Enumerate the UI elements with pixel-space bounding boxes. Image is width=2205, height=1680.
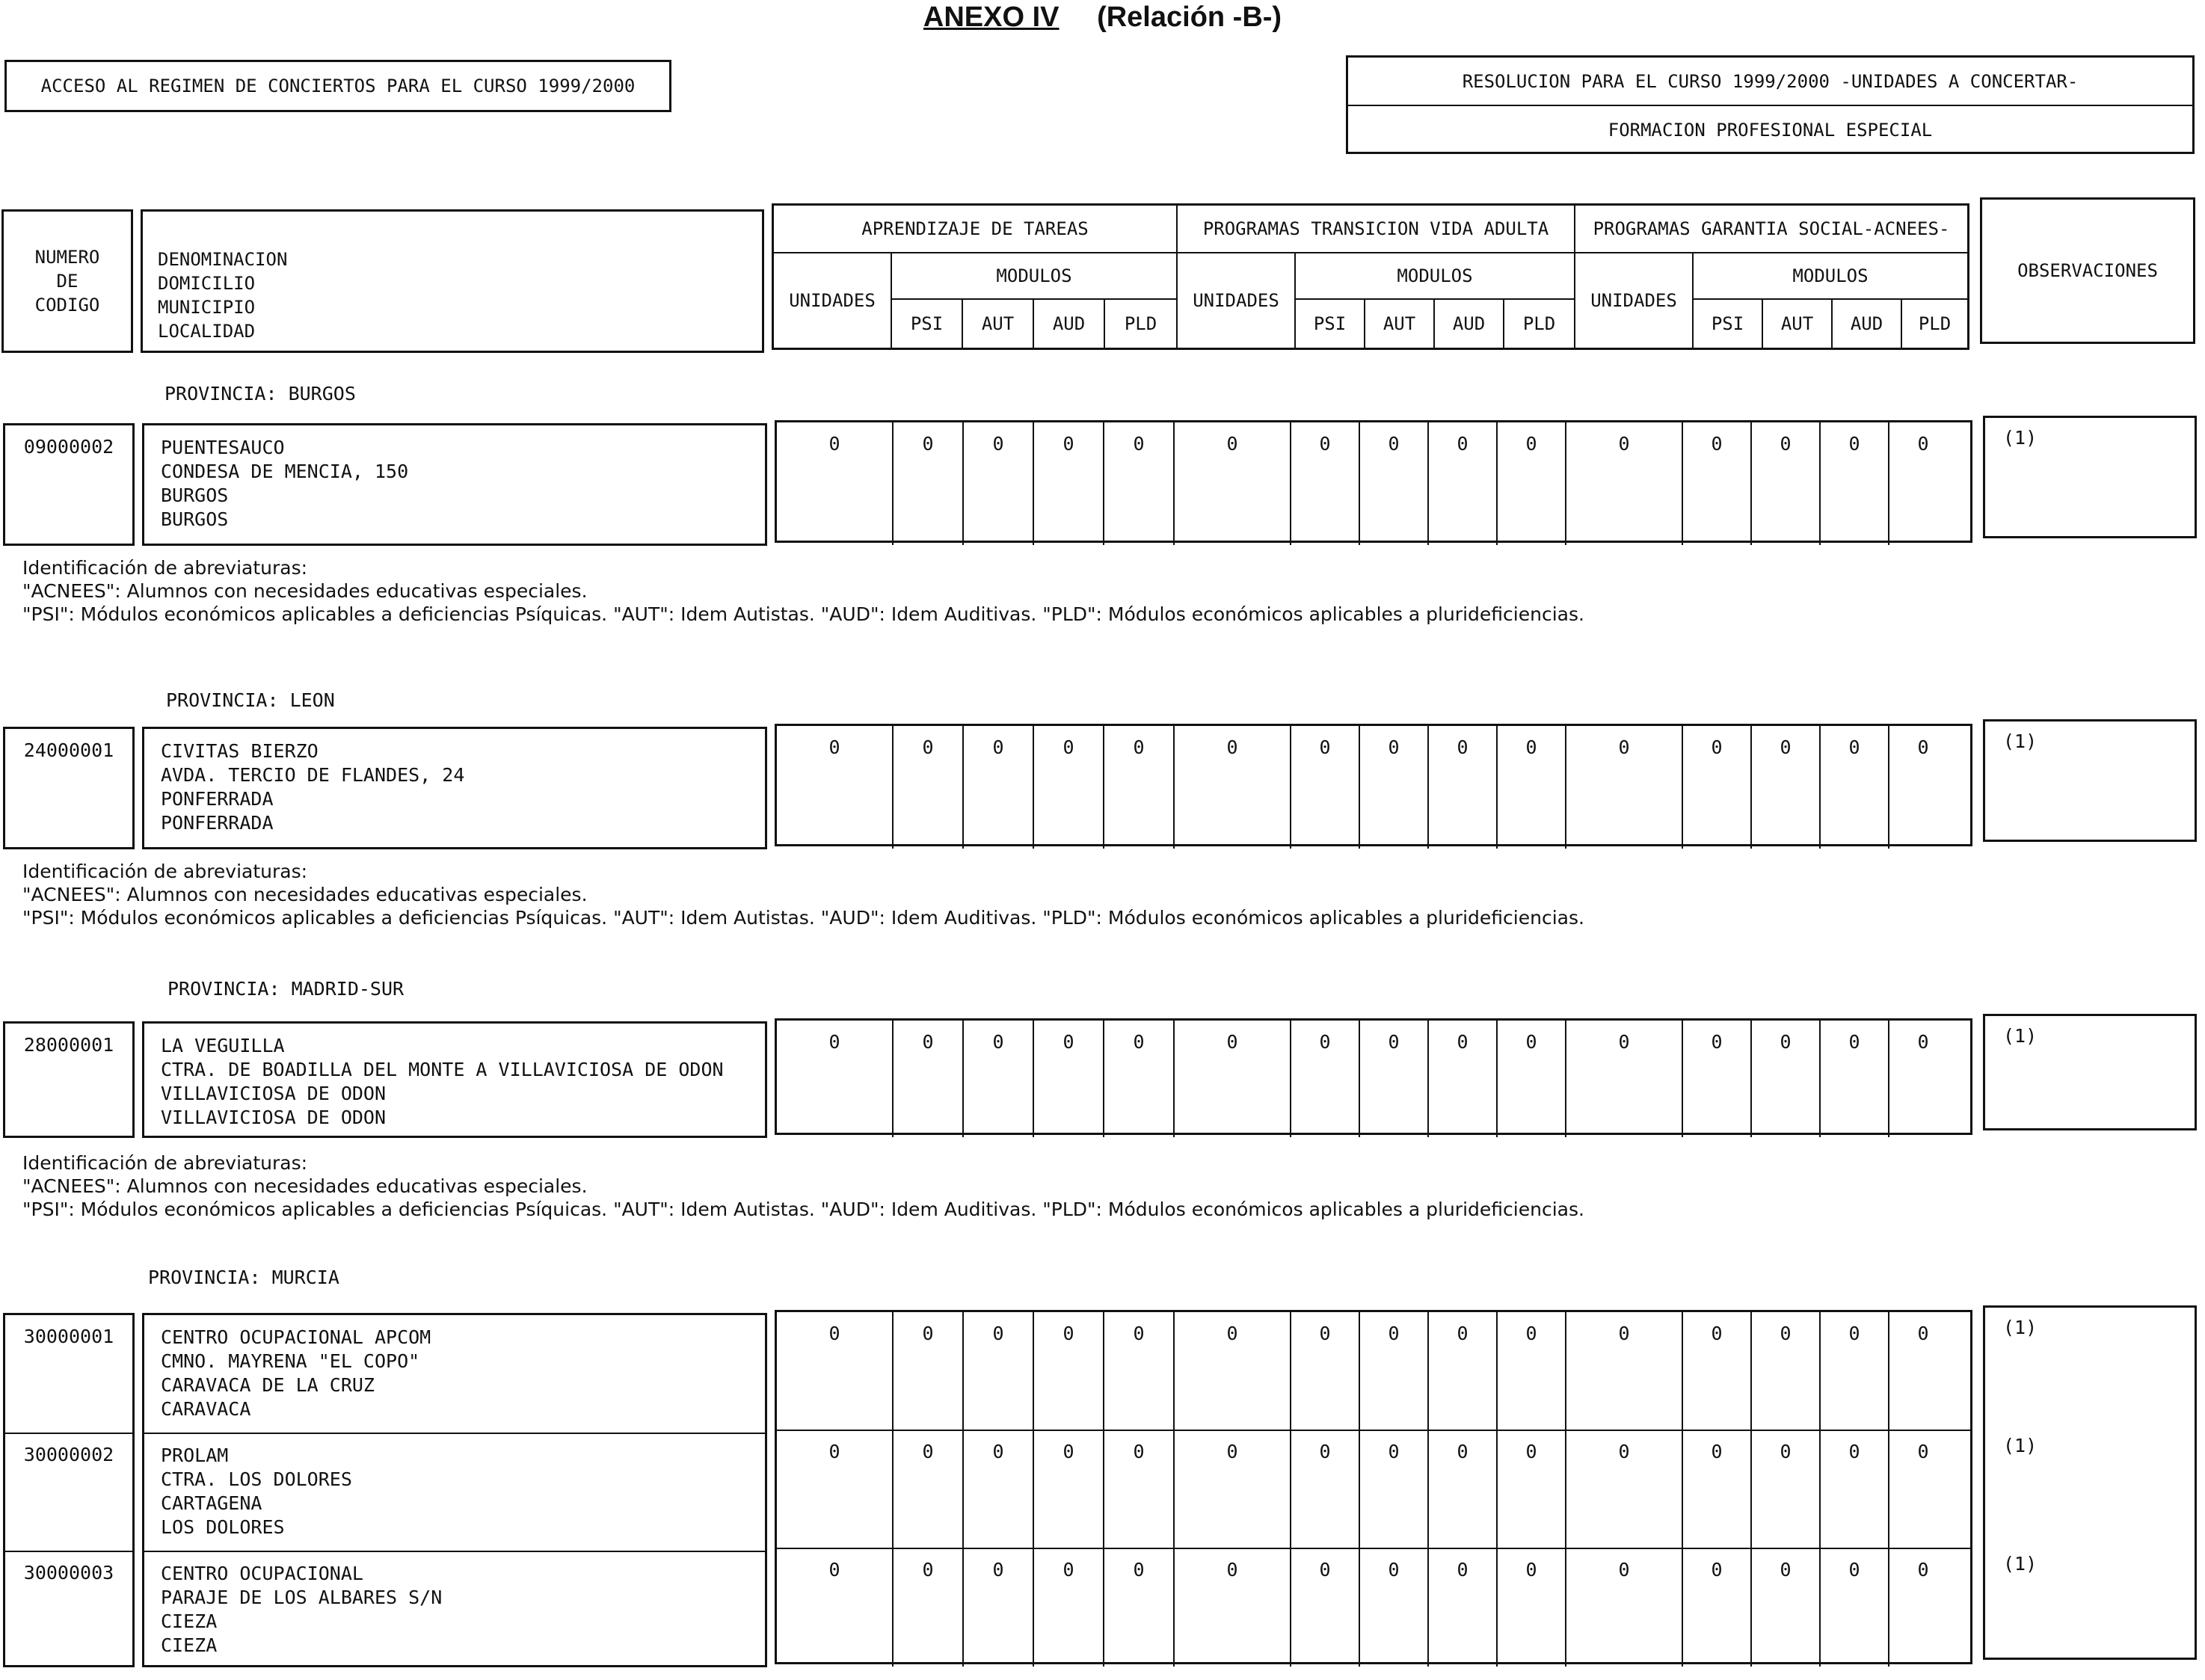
obs-box: [1983, 1305, 2197, 1660]
value-cell: 0: [1173, 1430, 1290, 1548]
group-garantia-title: PROGRAMAS GARANTIA SOCIAL-ACNEES-: [1575, 206, 1967, 253]
center-code: 24000001: [23, 739, 114, 761]
value-cell: 0: [1496, 1430, 1565, 1548]
value-cell: 0: [1427, 1430, 1496, 1548]
value-cell: 0: [1750, 422, 1819, 545]
value-cell: 0: [1173, 1548, 1290, 1667]
value-cell: 0: [1103, 1021, 1173, 1137]
value-cell: 0: [962, 1312, 1033, 1430]
observation-cell: (1): [2003, 1317, 2038, 1338]
value-cell: 0: [1682, 1430, 1750, 1548]
value-cell: 0: [1359, 1430, 1427, 1548]
value-cell: 0: [1819, 1430, 1888, 1548]
resolution-box: [1346, 55, 2195, 154]
group-garantia-pld: PLD: [1918, 313, 1952, 334]
value-cell: 0: [1565, 726, 1682, 849]
value-cell: 0: [828, 1323, 840, 1344]
value-cell: 0: [1427, 1548, 1496, 1667]
value-cell: 0: [1427, 1021, 1496, 1137]
abbreviation-line1: Identificación de abreviaturas:: [22, 861, 308, 882]
abbreviations-note: [22, 556, 1584, 626]
value-cell: 0: [1682, 1021, 1750, 1137]
value-cell: 0: [1565, 1548, 1682, 1667]
value-cell: 0: [1033, 1312, 1103, 1430]
values-row: [777, 422, 1970, 545]
header-groups: [772, 203, 1969, 350]
value-cell: 0: [1173, 1021, 1290, 1137]
row-divider: [777, 1430, 1970, 1431]
value-cell: 0: [828, 1031, 840, 1053]
value-cell: 0: [962, 1021, 1033, 1137]
observation-cell: (1): [2003, 730, 2038, 752]
center-code: 28000001: [23, 1034, 114, 1056]
value-cell: 0: [1750, 1548, 1819, 1667]
province-label: PROVINCIA: MURCIA: [148, 1267, 339, 1288]
value-cell: 0: [1173, 1312, 1290, 1430]
value-cell: 0: [1496, 1312, 1565, 1430]
group-aprendizaje-psi: PSI: [892, 300, 963, 348]
group-transicion-unidades: UNIDADES: [1178, 253, 1296, 348]
value-cell: 0: [1496, 726, 1565, 849]
value-cell: 0: [1750, 726, 1819, 849]
group-aprendizaje-aud: AUD: [1034, 300, 1105, 348]
group-transicion-psi: PSI: [1296, 300, 1365, 348]
row-divider: [5, 1433, 132, 1434]
group-transicion-modulos: MODULOS: [1296, 253, 1575, 300]
annex-subtitle: (Relación -B-): [1097, 1, 1282, 33]
value-cell: 0: [1496, 1021, 1565, 1137]
resolution-line2: FORMACION PROFESIONAL ESPECIAL: [1608, 119, 1933, 141]
values-row: [777, 1430, 1970, 1548]
value-cell: 0: [892, 1430, 962, 1548]
values-row: [777, 1548, 1970, 1667]
values-row: [777, 1021, 1970, 1137]
row-divider: [144, 1551, 765, 1552]
center-info: CENTRO OCUPACIONAL APCOM CMNO. MAYRENA "EL COPO" CARAVACA DE LA CRUZ CARAVACA: [161, 1326, 431, 1420]
value-cell: 0: [962, 1548, 1033, 1667]
center-code: 30000001: [23, 1326, 114, 1347]
value-cell: 0: [828, 736, 840, 758]
value-cell: 0: [962, 422, 1033, 545]
observation-cell: (1): [2003, 1435, 2038, 1456]
center-code: 09000002: [23, 436, 114, 458]
group-garantia-psi: PSI: [1694, 300, 1763, 348]
value-cell: 0: [892, 422, 962, 545]
center-info: CENTRO OCUPACIONAL PARAJE DE LOS ALBARES S/N CIEZA CIEZA: [161, 1563, 443, 1656]
code-box: [3, 1313, 135, 1667]
header-observaciones: OBSERVACIONES: [1980, 197, 2195, 344]
abbreviation-line1: Identificación de abreviaturas:: [22, 557, 308, 579]
value-cell: 0: [1819, 1548, 1888, 1667]
center-info: PUENTESAUCO CONDESA DE MENCIA, 150 BURGOS BURGOS: [161, 437, 409, 530]
value-cell: 0: [1750, 1021, 1819, 1137]
value-cell: 0: [1565, 1021, 1682, 1137]
abbreviation-line3: "PSI": Módulos económicos aplicables a deficiencias Psíquicas. "AUT": Idem Autistas. "AUD": Idem Auditivas. "PLD": Módulos económicos aplicables a plurideficiencias.: [22, 603, 1584, 625]
abbreviation-line3: "PSI": Módulos económicos aplicables a deficiencias Psíquicas. "AUT": Idem Autistas. "AUD": Idem Auditivas. "PLD": Módulos económicos aplicables a plurideficiencias.: [22, 1199, 1584, 1220]
value-cell: 0: [1496, 1548, 1565, 1667]
abbreviations-note: [22, 1151, 1584, 1221]
value-cell: 0: [1819, 1312, 1888, 1430]
observation-cell: (1): [2003, 1025, 2038, 1047]
group-garantia-aut: AUT: [1763, 300, 1833, 348]
abbreviation-line1: Identificación de abreviaturas:: [22, 1152, 308, 1174]
value-cell: 0: [1565, 422, 1682, 545]
value-cell: 0: [1888, 726, 1957, 849]
code-box: [3, 727, 135, 849]
value-cell: 0: [1290, 1312, 1359, 1430]
value-cell: 0: [1888, 1312, 1957, 1430]
value-cell: 0: [1290, 422, 1359, 545]
row-divider: [144, 1433, 765, 1434]
value-cell: 0: [1103, 726, 1173, 849]
value-cell: 0: [1290, 1430, 1359, 1548]
info-box: [142, 1021, 767, 1138]
value-cell: 0: [1033, 1548, 1103, 1667]
abbreviation-line2: "ACNEES": Alumnos con necesidades educativas especiales.: [22, 884, 588, 905]
value-cell: 0: [1682, 422, 1750, 545]
value-cell: 0: [1888, 422, 1957, 545]
value-cell: 0: [1750, 1312, 1819, 1430]
value-cell: 0: [1359, 1312, 1427, 1430]
group-aprendizaje-title: APRENDIZAJE DE TAREAS: [774, 206, 1178, 253]
value-cell: 0: [1173, 422, 1290, 545]
value-cell: 0: [1888, 1430, 1957, 1548]
group-garantia-unidades: UNIDADES: [1575, 253, 1694, 348]
group-aprendizaje-modulos: MODULOS: [892, 253, 1178, 300]
values-box: [775, 724, 1972, 846]
document-title: [0, 1, 2205, 34]
abbreviation-line3: "PSI": Módulos económicos aplicables a deficiencias Psíquicas. "AUT": Idem Autistas. "AUD": Idem Auditivas. "PLD": Módulos económicos aplicables a plurideficiencias.: [22, 907, 1584, 929]
value-cell: 0: [1290, 1021, 1359, 1137]
row-divider: [777, 1548, 1970, 1549]
center-code: 30000003: [23, 1562, 114, 1584]
value-cell: 0: [1359, 1548, 1427, 1667]
value-cell: 0: [828, 1441, 840, 1462]
center-info: LA VEGUILLA CTRA. DE BOADILLA DEL MONTE A VILLAVICIOSA DE ODON VILLAVICIOSA DE ODON VILLAVICIOSA DE ODON: [161, 1035, 724, 1128]
resolution-line1: RESOLUCION PARA EL CURSO 1999/2000 -UNIDADES A CONCERTAR-: [1348, 58, 2192, 106]
value-cell: 0: [1359, 726, 1427, 849]
group-aprendizaje-unidades: UNIDADES: [774, 253, 892, 348]
value-cell: 0: [892, 726, 962, 849]
value-cell: 0: [1888, 1548, 1957, 1667]
value-cell: 0: [1427, 1312, 1496, 1430]
abbreviations-note: [22, 860, 1584, 929]
province-label: PROVINCIA: BURGOS: [164, 383, 356, 404]
header-denominacion: DENOMINACION DOMICILIO MUNICIPIO LOCALIDAD: [141, 209, 764, 353]
values-row: [777, 726, 1970, 849]
value-cell: 0: [1103, 1430, 1173, 1548]
info-box: [142, 423, 767, 546]
value-cell: 0: [1819, 726, 1888, 849]
value-cell: 0: [1103, 422, 1173, 545]
value-cell: 0: [1359, 422, 1427, 545]
group-transicion-title: PROGRAMAS TRANSICION VIDA ADULTA: [1178, 206, 1575, 253]
value-cell: 0: [1103, 1312, 1173, 1430]
observation-cell: (1): [2003, 1553, 2038, 1575]
values-box: [775, 1310, 1972, 1664]
info-box: [142, 1313, 767, 1667]
value-cell: 0: [1819, 1021, 1888, 1137]
value-cell: 0: [892, 1548, 962, 1667]
value-cell: 0: [1290, 1548, 1359, 1667]
value-cell: 0: [1103, 1548, 1173, 1667]
value-cell: 0: [1033, 1430, 1103, 1548]
value-cell: 0: [1750, 1430, 1819, 1548]
value-cell: 0: [1290, 726, 1359, 849]
center-info: PROLAM CTRA. LOS DOLORES CARTAGENA LOS DOLORES: [161, 1444, 352, 1538]
value-cell: 0: [1427, 422, 1496, 545]
value-cell: 0: [1033, 1021, 1103, 1137]
row-divider: [5, 1551, 132, 1552]
value-cell: 0: [1173, 726, 1290, 849]
value-cell: 0: [1565, 1312, 1682, 1430]
value-cell: 0: [1359, 1021, 1427, 1137]
group-transicion-pld: PLD: [1504, 300, 1575, 348]
value-cell: 0: [1565, 1430, 1682, 1548]
value-cell: 0: [892, 1312, 962, 1430]
obs-box: [1983, 1014, 2197, 1130]
province-label: PROVINCIA: LEON: [166, 689, 335, 711]
abbreviation-line2: "ACNEES": Alumnos con necesidades educativas especiales.: [22, 1175, 588, 1197]
value-cell: 0: [1682, 1312, 1750, 1430]
group-garantia-modulos: MODULOS: [1694, 253, 1967, 300]
value-cell: 0: [1682, 1548, 1750, 1667]
group-aprendizaje-aut: AUT: [963, 300, 1034, 348]
values-box: [775, 420, 1972, 543]
abbreviation-line2: "ACNEES": Alumnos con necesidades educativas especiales.: [22, 580, 588, 602]
access-regime-box: [4, 60, 671, 112]
obs-box: [1983, 416, 2197, 538]
value-cell: 0: [962, 1430, 1033, 1548]
access-regime-label: ACCESO AL REGIMEN DE CONCIERTOS PARA EL CURSO 1999/2000: [40, 76, 636, 96]
center-code: 30000002: [23, 1444, 114, 1465]
value-cell: 0: [1888, 1021, 1957, 1137]
center-info: CIVITAS BIERZO AVDA. TERCIO DE FLANDES, 24 PONFERRADA PONFERRADA: [161, 740, 465, 834]
annex-title: ANEXO IV: [923, 1, 1060, 33]
observation-cell: (1): [2003, 427, 2038, 449]
code-box: [3, 1021, 135, 1138]
value-cell: 0: [828, 1559, 840, 1581]
value-cell: 0: [1682, 726, 1750, 849]
value-cell: 0: [962, 726, 1033, 849]
code-box: [3, 423, 135, 546]
info-box: [142, 727, 767, 849]
values-box: [775, 1018, 1972, 1135]
group-garantia-aud: AUD: [1833, 300, 1902, 348]
value-cell: 0: [1496, 422, 1565, 545]
group-transicion-aut: AUT: [1365, 300, 1435, 348]
value-cell: 0: [1427, 726, 1496, 849]
value-cell: 0: [892, 1021, 962, 1137]
value-cell: 0: [828, 433, 840, 455]
value-cell: 0: [1819, 422, 1888, 545]
value-cell: 0: [1033, 422, 1103, 545]
value-cell: 0: [1033, 726, 1103, 849]
group-transicion-aud: AUD: [1435, 300, 1504, 348]
values-row: [777, 1312, 1970, 1430]
group-aprendizaje-pld: PLD: [1105, 300, 1178, 348]
header-codigo: NUMERO DE CODIGO: [1, 209, 133, 353]
obs-box: [1983, 719, 2197, 842]
province-label: PROVINCIA: MADRID-SUR: [167, 978, 405, 1000]
